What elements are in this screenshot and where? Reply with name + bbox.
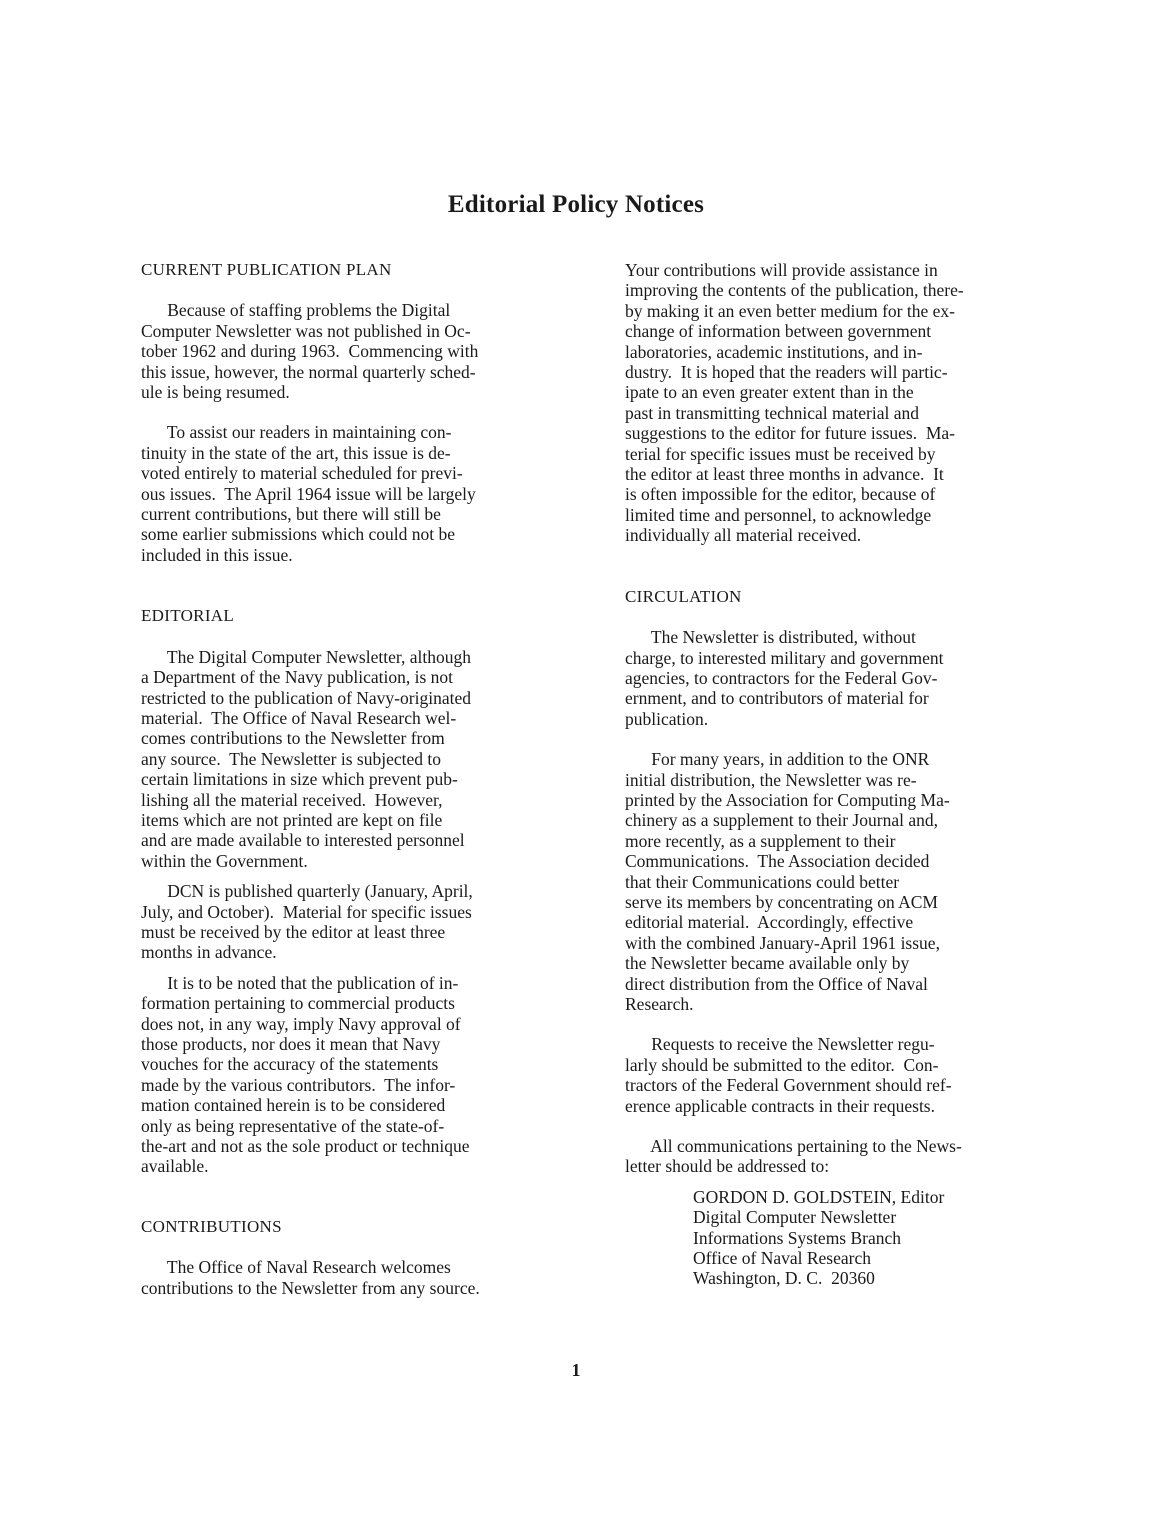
editor-address-block	[625, 1187, 1065, 1289]
circulation-paragraph-2: For many years, in addition to the ONR initial distribution, the Newsletter was re- printed by the Association for Computing Ma- chinery as a supplement to their Journal and, more recently, as a supplement to their Communications. The Association decided that their Communications could better serve its members by concentrating on ACM editorial material. Accordingly, effective with the combined January-April 1961 issue, the Newsletter became available only by direct distribution from the Office of Naval Research.	[625, 749, 950, 1014]
circulation-paragraph-3: Requests to receive the Newsletter regu- larly should be submitted to the editor. Con- tractors of the Federal Government should ref- erence applicable contracts in their requests.	[625, 1034, 952, 1116]
editorial-paragraph-1: The Digital Computer Newsletter, although a Department of the Navy publication, is not restricted to the publication of Navy-originated material. The Office of Naval Research wel- comes contributions to the Newsletter from any source. The Newsletter is subjected to certain limitations in size which prevent pub- lishing all the material received. However, items which are not printed are kept on file and are made available to interested personnel within the Government.	[141, 646, 471, 871]
circulation-paragraph-1: The Newsletter is distributed, without charge, to interested military and government agencies, to contractors for the Federal Gov- ernment, and to contributors of material for publication.	[625, 627, 944, 729]
section-heading-current-publication-plan: CURRENT PUBLICATION PLAN	[141, 260, 392, 279]
contributions-paragraph-1: The Office of Naval Research welcomes contributions to the Newsletter from any source.	[141, 1257, 480, 1298]
address-line-4: Office of Naval Research	[693, 1248, 871, 1269]
circulation-paragraph-4: All communications pertaining to the News- letter should be addressed to:	[625, 1136, 962, 1177]
section-heading-editorial: EDITORIAL	[141, 606, 235, 626]
editorial-paragraph-2: DCN is published quarterly (January, April, July, and October). Material for specific issues must be received by the editor at least three months in advance.	[141, 881, 473, 963]
address-line-3: Informations Systems Branch	[693, 1227, 902, 1248]
left-column	[141, 260, 586, 1298]
address-line-2: Digital Computer Newsletter	[693, 1207, 897, 1228]
address-line-5: Washington, D. C. 20360	[693, 1268, 875, 1289]
right-column	[625, 260, 1065, 1289]
page-title: Editorial Policy Notices	[447, 191, 705, 218]
publication-plan-paragraph-2: To assist our readers in maintaining con- tinuity in the state of the art, this issue is de- voted entirely to material scheduled for previ- ous issues. The April 1964 issue will be largely current contributions, but there will still be some earlier submissions which could not be included in this issue.	[141, 422, 476, 565]
page-number: 1	[571, 1360, 581, 1380]
section-heading-circulation: CIRCULATION	[625, 586, 742, 606]
publication-plan-paragraph-1: Because of staffing problems the Digital Computer Newsletter was not published in Oc- tober 1962 and during 1963. Commencing with this issue, however, the normal quarterly sched- ule is being resumed.	[141, 300, 479, 403]
editorial-paragraph-3: It is to be noted that the publication of in- formation pertaining to commercial products does not, in any way, imply Navy approval of those products, nor does it mean that Navy vouches for the accuracy of the statements made by the various contributors. The infor- mation contained herein is to be considered only as being representative of the state-of- the-art and not as the sole product or technique available.	[141, 972, 470, 1177]
contributions-continued-paragraph: Your contributions will provide assistance in improving the contents of the publication, there- by making it an even better medium for the ex- change of information between government laboratories, academic institutions, and in- dustry. It is hoped that the readers will partic- ipate to an even greater extent than in the past in transmitting technical material and suggestions to the editor for future issues. Ma- terial for specific issues must be received by the editor at least three months in advance. It is often impossible for the editor, because of limited time and personnel, to acknowledge individually all material received.	[625, 260, 964, 546]
section-heading-contributions: CONTRIBUTIONS	[141, 1216, 282, 1236]
address-line-1: GORDON D. GOLDSTEIN, Editor	[693, 1186, 945, 1207]
